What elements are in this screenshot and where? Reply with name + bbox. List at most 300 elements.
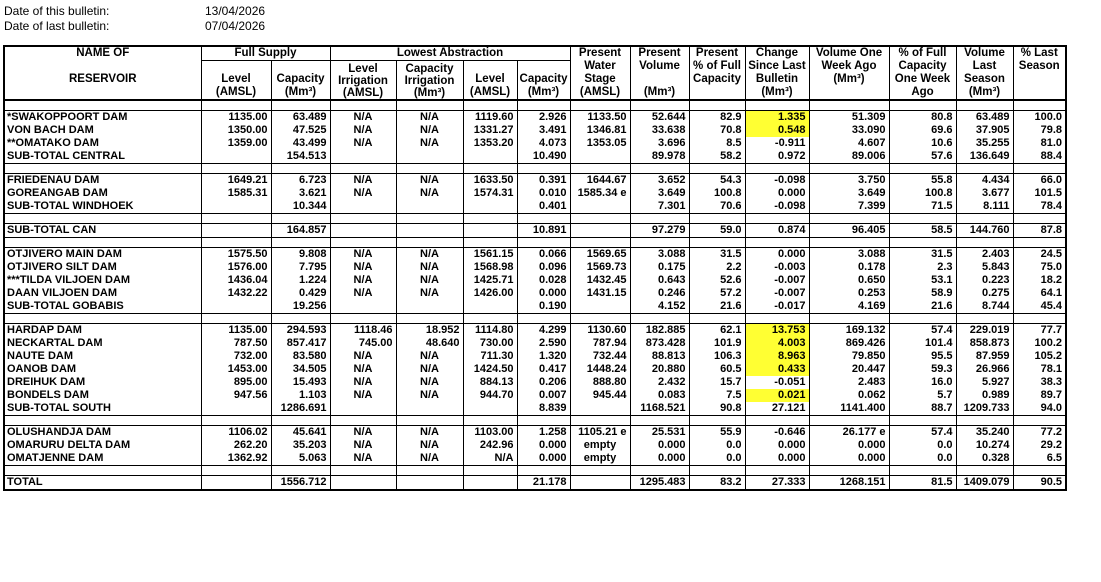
spacer-cell: [889, 238, 956, 248]
table-cell: N/A: [396, 187, 463, 200]
table-cell: 0.175: [630, 261, 689, 274]
table-cell: 154.513: [271, 150, 330, 164]
table-cell: N/A: [330, 350, 396, 363]
table-cell: 79.850: [809, 350, 889, 363]
table-cell: 0.433: [745, 363, 809, 376]
table-cell: 45.4: [1013, 300, 1066, 314]
table-cell: 7.301: [630, 200, 689, 214]
table-cell: 1.258: [517, 426, 570, 440]
spacer-cell: [517, 416, 570, 426]
table-cell: 57.6: [889, 150, 956, 164]
table-cell: 10.344: [271, 200, 330, 214]
table-cell: 31.5: [689, 248, 745, 262]
th-present-water-stage: [570, 46, 630, 100]
table-cell: 857.417: [271, 337, 330, 350]
table-cell: 182.885: [630, 324, 689, 338]
spacer-cell: [1013, 214, 1066, 224]
spacer-cell: [463, 314, 517, 324]
spacer-cell: [396, 164, 463, 174]
table-cell: 52.6: [689, 274, 745, 287]
table-cell: 1585.34 e: [570, 187, 630, 200]
reservoir-table-body: [4, 100, 1066, 490]
spacer-cell: [4, 100, 201, 111]
reservoir-name-cell: ***TILDA VILJOEN DAM: [4, 274, 201, 287]
spacer-cell: [570, 164, 630, 174]
th-fs-level-unit: (AMSL): [215, 86, 257, 98]
spacer-cell: [1013, 164, 1066, 174]
table-cell: 1.335: [745, 111, 809, 125]
table-cell: 4.169: [809, 300, 889, 314]
table-cell: 15.493: [271, 376, 330, 389]
spacer-cell: [396, 100, 463, 111]
table-cell: 1286.691: [271, 402, 330, 416]
th-la-level-text: Level: [475, 73, 505, 85]
table-cell: 1133.50: [570, 111, 630, 125]
table-cell: 35.240: [956, 426, 1013, 440]
table-cell: 9.808: [271, 248, 330, 262]
spacer-cell: [689, 214, 745, 224]
spacer-cell: [4, 314, 201, 324]
spacer-cell: [463, 238, 517, 248]
spacer-cell: [1013, 100, 1066, 111]
table-cell: 54.3: [689, 174, 745, 188]
table-row: [4, 287, 1066, 300]
table-row: [4, 174, 1066, 188]
table-cell: N/A: [396, 452, 463, 466]
table-cell: N/A: [330, 389, 396, 402]
table-cell: -0.911: [745, 137, 809, 150]
table-cell: 101.9: [689, 337, 745, 350]
spacer-cell: [517, 238, 570, 248]
th-fs-level-text: Level: [221, 73, 251, 85]
table-cell: 0.000: [745, 452, 809, 466]
table-cell: 101.5: [1013, 187, 1066, 200]
spacer-cell: [630, 214, 689, 224]
table-cell: 0.643: [630, 274, 689, 287]
table-cell: 16.0: [889, 376, 956, 389]
spacer-cell: [630, 314, 689, 324]
table-cell: 1556.712: [271, 476, 330, 491]
spacer-cell: [630, 416, 689, 426]
table-cell: N/A: [330, 287, 396, 300]
reservoir-name-cell: BONDELS DAM: [4, 389, 201, 402]
table-row: [4, 111, 1066, 125]
spacer-cell: [570, 214, 630, 224]
spacer-cell: [1013, 416, 1066, 426]
table-cell: [570, 476, 630, 491]
table-cell: 1.224: [271, 274, 330, 287]
table-cell: N/A: [396, 389, 463, 402]
table-cell: 101.4: [889, 337, 956, 350]
table-cell: [570, 150, 630, 164]
spacer-cell: [689, 466, 745, 476]
table-cell: N/A: [396, 111, 463, 125]
table-cell: 0.000: [630, 452, 689, 466]
reservoir-name-cell: *SWAKOPPOORT DAM: [4, 111, 201, 125]
table-cell: 80.8: [889, 111, 956, 125]
table-cell: 1.320: [517, 350, 570, 363]
table-cell: 787.50: [201, 337, 271, 350]
reservoir-name-cell: HARDAP DAM: [4, 324, 201, 338]
table-cell: 1426.00: [463, 287, 517, 300]
table-cell: N/A: [330, 137, 396, 150]
table-cell: 5.843: [956, 261, 1013, 274]
table-cell: 0.328: [956, 452, 1013, 466]
spacer-cell: [517, 466, 570, 476]
reservoir-name-cell: GOREANGAB DAM: [4, 187, 201, 200]
table-cell: 70.6: [689, 200, 745, 214]
subtotal-row: [4, 224, 1066, 238]
table-cell: 1432.45: [570, 274, 630, 287]
table-cell: [570, 200, 630, 214]
table-cell: 78.1: [1013, 363, 1066, 376]
spacer-cell: [201, 100, 271, 111]
table-cell: 3.649: [809, 187, 889, 200]
spacer-cell: [570, 466, 630, 476]
spacer-cell: [330, 164, 396, 174]
table-cell: 52.644: [630, 111, 689, 125]
table-cell: 732.44: [570, 350, 630, 363]
table-cell: 57.4: [889, 426, 956, 440]
reservoir-name-cell: OMARURU DELTA DAM: [4, 439, 201, 452]
table-cell: [396, 300, 463, 314]
subtotal-row: [4, 402, 1066, 416]
spacer-cell: [1013, 314, 1066, 324]
table-cell: 2.926: [517, 111, 570, 125]
table-cell: 0.548: [745, 124, 809, 137]
table-cell: 4.073: [517, 137, 570, 150]
table-cell: 4.152: [630, 300, 689, 314]
th-la-level: [463, 61, 517, 101]
th-present-pct: [689, 46, 745, 100]
table-cell: [570, 300, 630, 314]
spacer-row: [4, 314, 1066, 324]
table-cell: [330, 150, 396, 164]
spacer-cell: [396, 416, 463, 426]
spacer-cell: [330, 416, 396, 426]
table-cell: 1644.67: [570, 174, 630, 188]
table-cell: 787.94: [570, 337, 630, 350]
table-cell: 83.2: [689, 476, 745, 491]
table-cell: 732.00: [201, 350, 271, 363]
spacer-cell: [1013, 466, 1066, 476]
table-cell: N/A: [396, 376, 463, 389]
table-cell: [201, 402, 271, 416]
spacer-cell: [201, 466, 271, 476]
table-cell: 5.927: [956, 376, 1013, 389]
reservoir-name-cell: OTJIVERO SILT DAM: [4, 261, 201, 274]
table-cell: [463, 200, 517, 214]
table-cell: 21.6: [889, 300, 956, 314]
spacer-row: [4, 100, 1066, 111]
spacer-cell: [271, 416, 330, 426]
table-cell: 1268.151: [809, 476, 889, 491]
th-fs-level: [201, 61, 271, 101]
th-pct-week-text: % of Full Capacity One Week Ago: [894, 47, 951, 98]
reservoir-name-cell: DAAN VILJOEN DAM: [4, 287, 201, 300]
table-cell: 7.5: [689, 389, 745, 402]
spacer-cell: [745, 100, 809, 111]
spacer-cell: [271, 100, 330, 111]
table-cell: 95.5: [889, 350, 956, 363]
table-cell: N/A: [396, 274, 463, 287]
table-row: [4, 350, 1066, 363]
table-cell: 895.00: [201, 376, 271, 389]
table-cell: empty: [570, 452, 630, 466]
table-cell: [396, 476, 463, 491]
th-pct-season-text: % Last Season: [1018, 47, 1060, 72]
table-cell: 0.417: [517, 363, 570, 376]
table-cell: N/A: [330, 111, 396, 125]
spacer-cell: [809, 416, 889, 426]
spacer-cell: [271, 238, 330, 248]
th-volume-week-text: Volume One Week Ago: [815, 47, 883, 72]
table-cell: [570, 402, 630, 416]
table-cell: 1568.98: [463, 261, 517, 274]
spacer-cell: [745, 214, 809, 224]
table-cell: 20.447: [809, 363, 889, 376]
th-name-of: NAME OF: [4, 46, 201, 61]
table-cell: 8.111: [956, 200, 1013, 214]
table-cell: N/A: [330, 363, 396, 376]
date-last-value: 07/04/2026: [205, 19, 266, 33]
table-cell: 1436.04: [201, 274, 271, 287]
table-cell: N/A: [330, 439, 396, 452]
table-cell: [201, 300, 271, 314]
table-cell: N/A: [330, 174, 396, 188]
table-cell: 89.978: [630, 150, 689, 164]
spacer-cell: [330, 466, 396, 476]
th-level-irrigation-text: Level Irrigation: [338, 63, 388, 87]
table-cell: 1295.483: [630, 476, 689, 491]
spacer-cell: [201, 164, 271, 174]
reservoir-name-cell: DREIHUK DAM: [4, 376, 201, 389]
table-cell: 3.652: [630, 174, 689, 188]
table-cell: 0.010: [517, 187, 570, 200]
table-cell: 3.088: [809, 248, 889, 262]
spacer-cell: [630, 238, 689, 248]
spacer-cell: [517, 214, 570, 224]
table-cell: 82.9: [689, 111, 745, 125]
reservoir-name-cell: OLUSHANDJA DAM: [4, 426, 201, 440]
table-cell: 20.880: [630, 363, 689, 376]
table-cell: 25.531: [630, 426, 689, 440]
th-fs-capacity-text: Capacity: [276, 73, 325, 85]
spacer-cell: [570, 100, 630, 111]
th-capacity-irrigation-unit: (Mm³): [413, 87, 446, 99]
table-cell: -0.007: [745, 274, 809, 287]
table-cell: [330, 476, 396, 491]
reservoir-name-cell: SUB-TOTAL CENTRAL: [4, 150, 201, 164]
spacer-cell: [517, 100, 570, 111]
table-cell: 89.7: [1013, 389, 1066, 402]
spacer-cell: [809, 238, 889, 248]
table-cell: -0.017: [745, 300, 809, 314]
spacer-cell: [956, 238, 1013, 248]
table-cell: 0.000: [517, 439, 570, 452]
table-cell: 3.750: [809, 174, 889, 188]
table-cell: 0.0: [689, 452, 745, 466]
table-cell: 4.299: [517, 324, 570, 338]
spacer-row: [4, 214, 1066, 224]
th-la-capacity-unit: (Mm³): [527, 86, 560, 98]
th-volume-season-text: Volume Last Season: [964, 47, 1005, 85]
table-cell: 47.525: [271, 124, 330, 137]
table-cell: 63.489: [271, 111, 330, 125]
table-cell: 2.432: [630, 376, 689, 389]
table-cell: 100.0: [1013, 111, 1066, 125]
table-cell: -0.098: [745, 200, 809, 214]
table-row: [4, 274, 1066, 287]
table-cell: 45.641: [271, 426, 330, 440]
table-cell: N/A: [396, 363, 463, 376]
table-cell: 105.2: [1013, 350, 1066, 363]
spacer-cell: [956, 214, 1013, 224]
table-cell: N/A: [396, 137, 463, 150]
table-cell: 0.391: [517, 174, 570, 188]
table-cell: -0.003: [745, 261, 809, 274]
spacer-cell: [4, 416, 201, 426]
table-row: [4, 439, 1066, 452]
table-cell: 97.279: [630, 224, 689, 238]
table-cell: 1432.22: [201, 287, 271, 300]
table-cell: 0.000: [745, 187, 809, 200]
spacer-cell: [271, 164, 330, 174]
th-stage-unit: (AMSL): [579, 86, 621, 98]
table-cell: N/A: [330, 124, 396, 137]
spacer-cell: [201, 314, 271, 324]
table-cell: 21.178: [517, 476, 570, 491]
table-cell: 1106.02: [201, 426, 271, 440]
table-cell: [570, 224, 630, 238]
table-cell: 242.96: [463, 439, 517, 452]
table-cell: N/A: [396, 174, 463, 188]
table-cell: 63.489: [956, 111, 1013, 125]
table-cell: 0.066: [517, 248, 570, 262]
table-cell: 8.5: [689, 137, 745, 150]
table-cell: 947.56: [201, 389, 271, 402]
spacer-cell: [745, 164, 809, 174]
th-present-water-stage-text: Present Water Stage: [578, 47, 622, 85]
table-cell: 53.1: [889, 274, 956, 287]
table-cell: [463, 476, 517, 491]
table-cell: 1331.27: [463, 124, 517, 137]
spacer-cell: [809, 164, 889, 174]
table-cell: 1585.31: [201, 187, 271, 200]
table-cell: 3.677: [956, 187, 1013, 200]
table-cell: 0.083: [630, 389, 689, 402]
table-cell: [330, 300, 396, 314]
table-cell: [396, 402, 463, 416]
table-cell: 884.13: [463, 376, 517, 389]
table-cell: 31.5: [889, 248, 956, 262]
spacer-cell: [630, 466, 689, 476]
table-cell: 71.5: [889, 200, 956, 214]
table-cell: 88.7: [889, 402, 956, 416]
table-cell: 1448.24: [570, 363, 630, 376]
table-cell: 0.000: [517, 287, 570, 300]
table-cell: [201, 476, 271, 491]
table-cell: 1209.733: [956, 402, 1013, 416]
table-cell: 60.5: [689, 363, 745, 376]
table-cell: N/A: [330, 261, 396, 274]
th-volume-season: [956, 46, 1013, 100]
table-cell: 69.6: [889, 124, 956, 137]
spacer-cell: [463, 164, 517, 174]
table-cell: 83.580: [271, 350, 330, 363]
spacer-cell: [517, 314, 570, 324]
th-level-irrigation: [330, 61, 396, 101]
th-volume-week: [809, 46, 889, 100]
table-cell: 0.650: [809, 274, 889, 287]
table-cell: 711.30: [463, 350, 517, 363]
table-cell: N/A: [330, 187, 396, 200]
th-fs-capacity: [271, 61, 330, 101]
table-cell: 18.2: [1013, 274, 1066, 287]
table-row: [4, 376, 1066, 389]
table-cell: 10.891: [517, 224, 570, 238]
table-cell: N/A: [396, 261, 463, 274]
table-cell: 26.177 e: [809, 426, 889, 440]
spacer-cell: [4, 238, 201, 248]
spacer-cell: [689, 100, 745, 111]
table-cell: 1576.00: [201, 261, 271, 274]
table-cell: [396, 200, 463, 214]
table-cell: 1424.50: [463, 363, 517, 376]
table-cell: 59.0: [689, 224, 745, 238]
table-cell: 27.121: [745, 402, 809, 416]
table-cell: 0.0: [689, 439, 745, 452]
table-cell: 94.0: [1013, 402, 1066, 416]
table-cell: 81.0: [1013, 137, 1066, 150]
table-cell: 0.028: [517, 274, 570, 287]
subtotal-row: [4, 476, 1066, 491]
table-cell: 0.096: [517, 261, 570, 274]
spacer-cell: [271, 466, 330, 476]
table-cell: 18.952: [396, 324, 463, 338]
table-cell: 0.874: [745, 224, 809, 238]
table-cell: [463, 300, 517, 314]
reservoir-name-cell: SUB-TOTAL GOBABIS: [4, 300, 201, 314]
table-cell: 77.7: [1013, 324, 1066, 338]
reservoir-name-cell: VON BACH DAM: [4, 124, 201, 137]
table-cell: 1569.73: [570, 261, 630, 274]
table-cell: -0.051: [745, 376, 809, 389]
subtotal-row: [4, 150, 1066, 164]
table-cell: [463, 402, 517, 416]
spacer-cell: [889, 100, 956, 111]
spacer-cell: [630, 100, 689, 111]
table-cell: 0.007: [517, 389, 570, 402]
spacer-cell: [330, 100, 396, 111]
spacer-cell: [4, 214, 201, 224]
table-row: [4, 124, 1066, 137]
table-cell: 1118.46: [330, 324, 396, 338]
spacer-cell: [4, 466, 201, 476]
table-cell: 0.000: [517, 452, 570, 466]
table-cell: 1574.31: [463, 187, 517, 200]
th-reservoir: RESERVOIR: [4, 61, 201, 101]
table-cell: 0.989: [956, 389, 1013, 402]
spacer-cell: [570, 416, 630, 426]
table-cell: 10.490: [517, 150, 570, 164]
bulletin-last-date-line: [4, 19, 266, 33]
th-present-pct-text: Present % of Full Capacity: [693, 47, 741, 85]
table-cell: 88.4: [1013, 150, 1066, 164]
table-cell: N/A: [396, 287, 463, 300]
table-cell: 90.8: [689, 402, 745, 416]
table-cell: 1350.00: [201, 124, 271, 137]
